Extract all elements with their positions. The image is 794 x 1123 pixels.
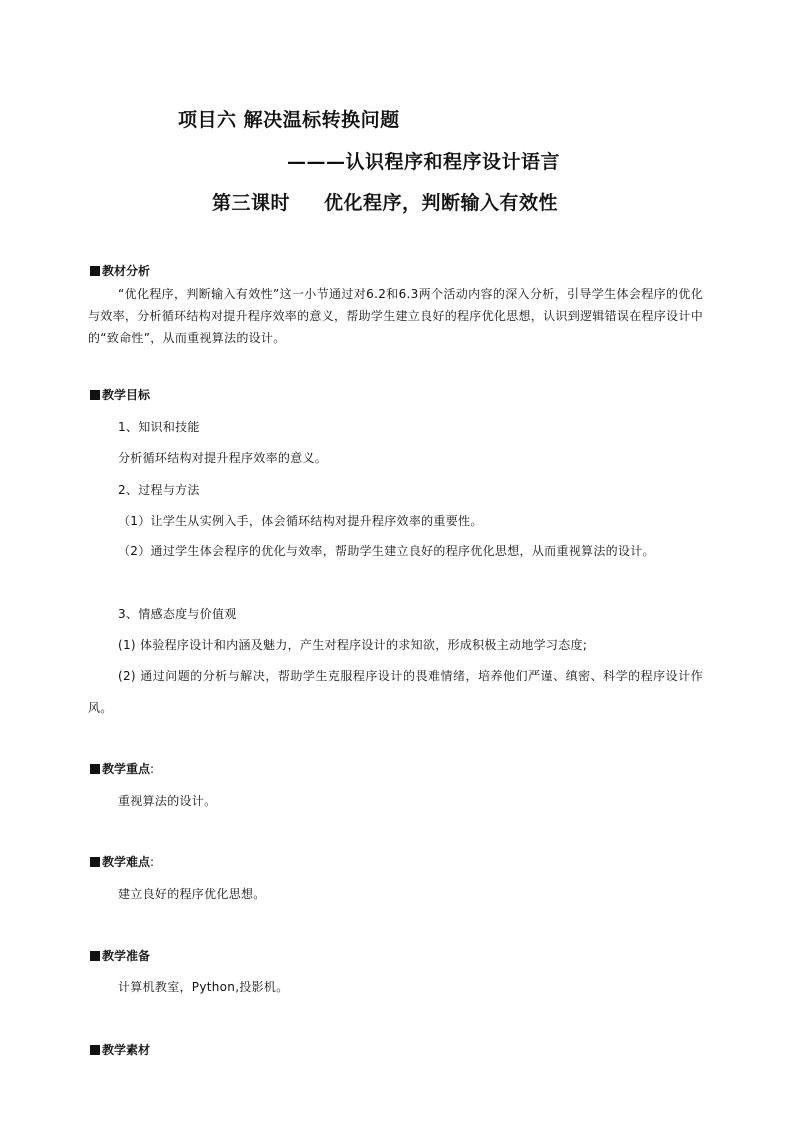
title-line-1: 项目六 解决温标转换问题 [178,109,400,131]
heading-label: 教材分析 [102,264,151,278]
section-heading-preparation [90,947,150,964]
heading-label: 教学重点 [102,762,151,776]
title-line-3 [212,188,558,215]
square-bullet-icon [90,390,100,400]
heading-suffix: : [150,761,155,776]
heading-label: 教学准备 [102,949,151,963]
section-heading-materials [90,1041,150,1058]
heading-label: 教学难点 [102,855,151,869]
objective-3-title: 3、情感态度与价值观 [118,607,237,621]
square-bullet-icon [90,266,100,276]
objective-1-text: 分析循环结构对提升程序效率的意义。 [118,451,328,465]
heading-label: 教学素材 [102,1043,151,1057]
objective-2-point-2: （2）通过学生体会程序的优化与效率，帮助学生建立良好的程序优化思想，从而重视算法的设计。 [118,544,655,558]
objective-3-point-2: (2) 通过问题的分析与解决，帮助学生克服程序设计的畏难情绪，培养他们严谨、缜密、科学的程序设计作风。 [88,669,703,715]
square-bullet-icon [90,764,100,774]
materials-analysis-paragraph: “优化程序，判断输入有效性”这一小节通过对6.2和6.3两个活动内容的深入分析，引导学生体会程序的优化与效率，分析循环结构对提升程序效率的意义，帮助学生建立良好的程序优化思想，认识到逻辑错误在程序设计中的“致命性”，从而重视算法的设计。 [88,287,704,345]
difficulties-text: 建立良好的程序优化思想。 [118,887,266,901]
section-heading-key-points [90,760,154,777]
square-bullet-icon [90,951,100,961]
heading-label: 教学目标 [102,388,151,402]
key-points-text: 重视算法的设计。 [118,794,217,808]
preparation-text: 计算机教室，Python,投影机。 [118,980,289,994]
lesson-number: 第三课时 [212,192,291,214]
objective-2-point-1: （1）让学生从实例入手，体会循环结构对提升程序效率的重要性。 [118,514,483,528]
objective-2-title: 2、过程与方法 [118,483,200,497]
square-bullet-icon [90,1045,100,1055]
heading-suffix: : [150,854,155,869]
section-heading-materials-analysis [90,262,150,279]
lesson-topic: 优化程序，判断输入有效性 [324,192,559,214]
section-heading-objectives [90,386,150,403]
square-bullet-icon [90,857,100,867]
objective-1-title: 1、知识和技能 [118,420,200,434]
section-heading-difficulties [90,853,154,870]
objective-3-point-1: (1) 体验程序设计和内涵及魅力，产生对程序设计的求知欲，形成积极主动地学习态度; [118,638,588,652]
title-line-2: ———认识程序和程序设计语言 [287,151,561,173]
